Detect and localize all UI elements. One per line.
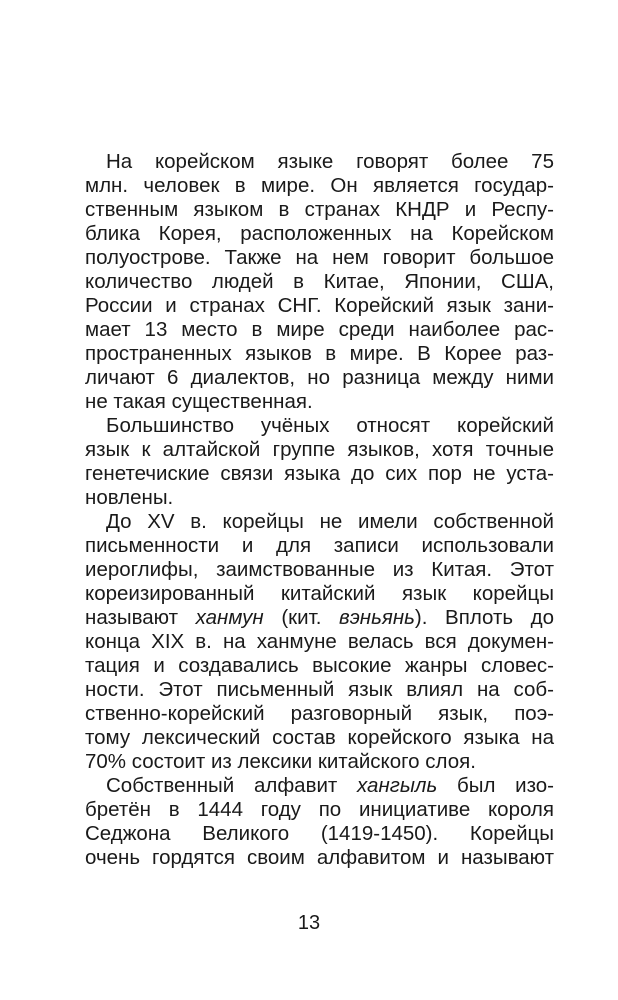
text-line: тому лексический состав корейского языка на [85,726,554,749]
text-line: Собственный алфавит хангыль был изо- [106,774,554,797]
text-line: На корейском языке говорят более 75 [106,150,554,173]
text-line: России и странах СНГ. Корейский язык зани- [85,294,554,317]
page-number: 13 [297,912,321,934]
text-line: пространенных языков в мире. В Корее раз- [85,342,554,365]
italic-term: хангыль [357,774,438,797]
text-line: ности. Этот письменный язык влиял на соб- [85,678,554,701]
paragraph-2 [85,414,554,510]
italic-term: ханмун [195,606,264,629]
paragraph-1 [85,150,554,414]
text-line: количество людей в Китае, Японии, США, [85,270,554,293]
text-line: До XV в. корейцы не имели собственной [106,510,554,533]
text-line: личают 6 диалектов, но разница между ними [85,366,554,389]
text-line: ственным языком в странах КНДР и Респу- [85,198,554,221]
text-line: не такая существенная. [85,390,313,413]
text-line: письменности и для записи использовали [85,534,554,557]
text-line: иероглифы, заимствованные из Китая. Этот [85,558,554,581]
italic-term: вэньянь [339,606,415,629]
text-line: кореизированный китайский язык корейцы [85,582,554,605]
text-line: очень гордятся своим алфавитом и называют [85,846,554,869]
text-line: блика Корея, расположенных на Корейском [85,222,554,245]
text-line: ственно-корейский разговорный язык, поэ- [85,702,554,725]
text-line: Седжона Великого (1419-1450). Корейцы [85,822,554,845]
text-line: Большинство учёных относят корейский [106,414,554,437]
text-line: язык к алтайской группе языков, хотя точные [85,438,554,461]
text-line: конца XIX в. на ханмуне велась вся докумен- [85,630,554,653]
text-line: новлены. [85,486,174,509]
paragraph-3 [85,510,554,774]
text-line: млн. человек в мире. Он является государ- [85,174,554,197]
text-line: генетечиские связи языка до сих пор не уста- [85,462,554,485]
text-line: мает 13 место в мире среди наиболее рас- [85,318,554,341]
text-line: называют ханмун (кит. вэньянь). Вплоть до [85,606,555,629]
paragraph-4 [85,774,554,870]
text-line: бретён в 1444 году по инициативе короля [85,798,554,821]
text-line: 70% состоит из лексики китайского слоя. [85,750,476,773]
body-text [85,150,554,870]
text-line: тация и создавались высокие жанры словес- [85,654,554,677]
text-line: полуострове. Также на нем говорит большое [85,246,554,269]
